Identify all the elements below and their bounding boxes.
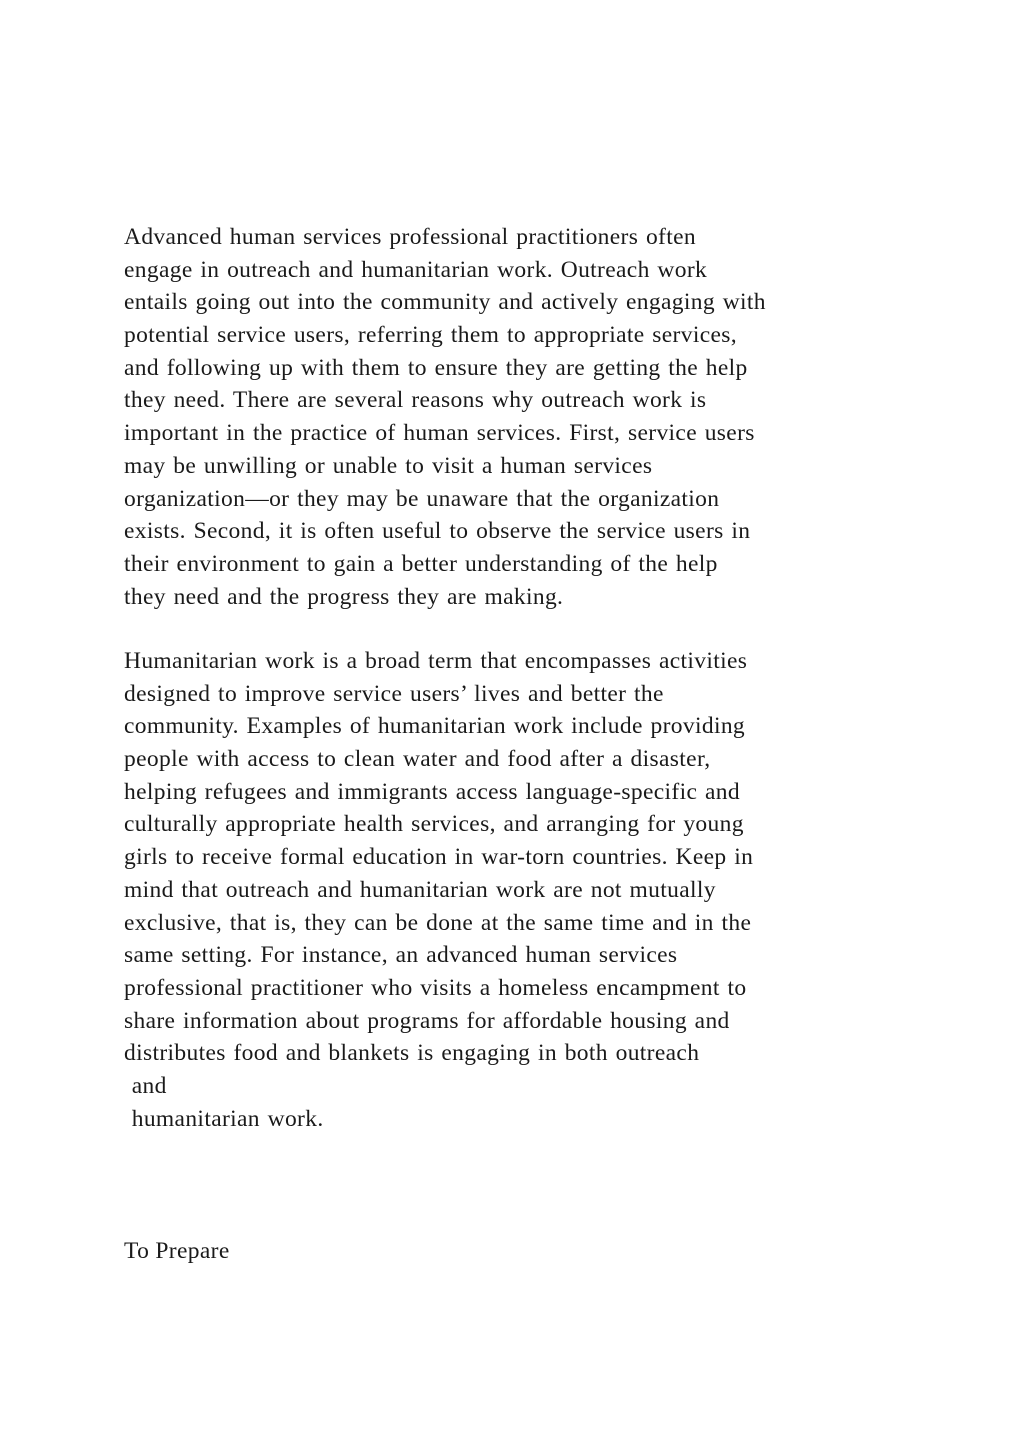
text-line: engage in outreach and humanitarian work. Outreach work — [124, 256, 708, 283]
text-line: community. Examples of humanitarian work include providing — [124, 713, 746, 740]
text-line: their environment to gain a better understanding of the help — [124, 550, 718, 577]
text-line: same setting. For instance, an advanced human services — [124, 942, 678, 969]
text-line: potential service users, referring them to appropriate services, — [124, 322, 737, 349]
text-line: exclusive, that is, they can be done at the same time and in the — [124, 909, 752, 936]
text-line: girls to receive formal education in war-torn countries. Keep in — [124, 844, 754, 871]
text-line: entails going out into the community and actively engaging with — [124, 289, 766, 316]
text-line: distributes food and blankets is engaging in both outreach — [124, 1040, 700, 1067]
text-line: and — [124, 1072, 167, 1099]
text-line: humanitarian work. — [124, 1105, 324, 1132]
paragraph-humanitarian — [124, 645, 753, 1135]
text-line: exists. Second, it is often useful to observe the service users in — [124, 518, 751, 545]
text-line: culturally appropriate health services, and arranging for young — [124, 811, 744, 838]
text-line: and following up with them to ensure they are getting the help — [124, 354, 748, 381]
text-line: helping refugees and immigrants access language-specific and — [124, 778, 740, 805]
text-line: organization—or they may be unaware that the organization — [124, 485, 720, 512]
text-line: designed to improve service users’ lives and better the — [124, 680, 664, 707]
text-line: may be unwilling or unable to visit a human services — [124, 452, 653, 479]
text-line: professional practitioner who visits a homeless encampment to — [124, 974, 747, 1001]
text-line: mind that outreach and humanitarian work are not mutually — [124, 876, 716, 903]
section-heading: To Prepare — [124, 1238, 230, 1264]
text-line: they need and the progress they are making. — [124, 583, 564, 610]
text-line: important in the practice of human services. First, service users — [124, 420, 755, 447]
text-line: share information about programs for affordable housing and — [124, 1007, 730, 1034]
text-line: Advanced human services professional practitioners often — [124, 224, 696, 250]
text-line: Humanitarian work is a broad term that encompasses activities — [124, 648, 748, 674]
text-line: people with access to clean water and food after a disaster, — [124, 746, 711, 773]
text-line: they need. There are several reasons why outreach work is — [124, 387, 707, 414]
paragraph-outreach — [124, 221, 766, 613]
